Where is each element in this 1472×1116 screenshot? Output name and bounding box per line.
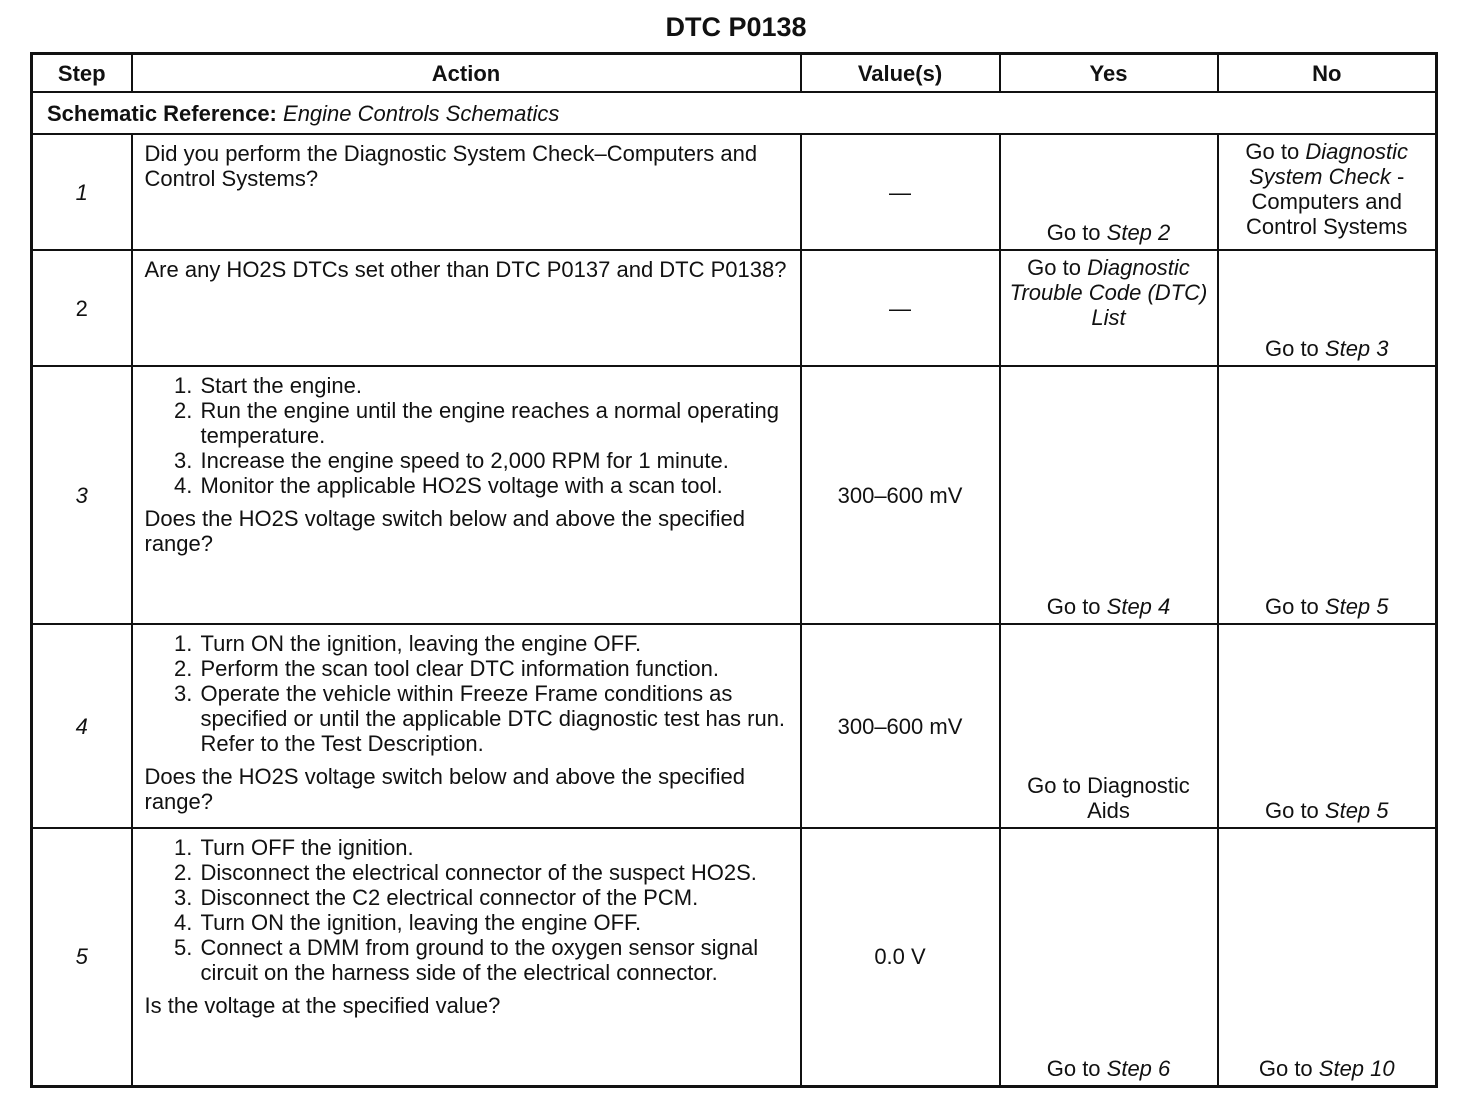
yes-cell[interactable] [1000,250,1218,366]
step-number: 5 [32,828,132,1086]
step-number: 1 [32,134,132,250]
procedure-step: 1. Turn ON the ignition, leaving the engine OFF. [199,631,788,656]
action-cell [132,828,801,1086]
value-cell: — [801,250,1000,366]
yes-link[interactable]: Step 2 [1106,220,1171,245]
no-prefix: Go to [1264,594,1325,619]
action-cell [132,250,801,366]
action-question: Does the HO2S voltage switch below and above the specified range? [144,764,745,814]
value-cell: 300–600 mV [801,624,1000,828]
procedure-step: 2. Run the engine until the engine reaches a normal operating temperature. [199,398,788,448]
table-row [32,366,1437,624]
yes-prefix: Go to [1046,594,1107,619]
procedure-step: 1. Turn OFF the ignition. [199,835,788,860]
schematic-row [32,92,1437,134]
procedure-list [145,835,788,985]
value-cell: 300–600 mV [801,366,1000,624]
no-link[interactable]: Step 3 [1324,336,1389,361]
procedure-step: 5. Connect a DMM from ground to the oxygen sensor signal circuit on the harness side of the electrical connector. [199,935,788,985]
yes-prefix: Go to [1046,1055,1107,1081]
diagnostic-table [30,52,1438,1088]
action-question: Is the voltage at the specified value? [144,993,501,1018]
no-prefix: Go to [1245,139,1306,164]
table-row [32,134,1437,250]
yes-prefix: Go to [1027,255,1088,280]
no-prefix: Go to [1264,798,1325,823]
no-suffix: - Computers and Control Systems [1246,164,1408,239]
page-title: DTC P0138 [665,12,807,42]
procedure-step: 3. Increase the engine speed to 2,000 RPM for 1 minute. [199,448,788,473]
action-cell [132,624,801,828]
procedure-step: 1. Start the engine. [199,373,788,398]
no-link[interactable]: Diagnostic System Check [1249,139,1409,189]
schematic-label: Schematic Reference: [47,100,277,126]
step-number: 4 [32,624,132,828]
header-no: No [1218,54,1437,93]
schematic-link[interactable]: Engine Controls Schematics [283,100,560,126]
procedure-step: 2. Disconnect the electrical connector of the suspect HO2S. [199,860,788,885]
procedure-step: 4. Monitor the applicable HO2S voltage with a scan tool. [199,473,788,498]
action-cell [132,366,801,624]
procedure-list [145,373,788,498]
yes-cell[interactable] [1000,134,1218,250]
header-step: Step [32,54,132,93]
yes-prefix: Go to Diagnostic Aids [1027,773,1190,823]
no-link[interactable]: Step 10 [1318,1055,1395,1081]
header-action: Action [132,54,801,93]
schematic-reference [32,92,1437,134]
yes-link[interactable]: Step 4 [1106,594,1171,619]
no-prefix: Go to [1258,1055,1319,1081]
value-cell: — [801,134,1000,250]
action-question: Did you perform the Diagnostic System Check–Computers and Control Systems? [144,141,758,191]
yes-link[interactable]: Step 6 [1106,1055,1171,1081]
no-link[interactable]: Step 5 [1324,798,1389,823]
header-row [32,54,1437,93]
yes-cell[interactable] [1000,828,1218,1086]
procedure-step: 2. Perform the scan tool clear DTC information function. [199,656,788,681]
value-cell: 0.0 V [801,828,1000,1086]
table-row [32,624,1437,828]
action-question: Are any HO2S DTCs set other than DTC P0137 and DTC P0138? [144,257,787,282]
no-cell[interactable] [1218,250,1437,366]
no-cell[interactable] [1218,624,1437,828]
action-cell [132,134,801,250]
no-cell[interactable] [1218,134,1437,250]
step-number: 3 [32,366,132,624]
no-link[interactable]: Step 5 [1324,594,1389,619]
procedure-step: 3. Operate the vehicle within Freeze Frame conditions as specified or until the applicable DTC diagnostic test has run. Refer to the Test Description. [199,681,788,756]
procedure-step: 4. Turn ON the ignition, leaving the engine OFF. [199,910,788,935]
procedure-step: 3. Disconnect the C2 electrical connector of the PCM. [199,885,788,910]
table-row [32,828,1437,1086]
step-number: 2 [32,250,132,366]
yes-cell[interactable] [1000,366,1218,624]
table-row [32,250,1437,366]
header-values: Value(s) [801,54,1000,93]
yes-prefix: Go to [1046,220,1107,245]
no-prefix: Go to [1264,336,1325,361]
yes-cell[interactable] [1000,624,1218,828]
no-cell[interactable] [1218,828,1437,1086]
action-question: Does the HO2S voltage switch below and above the specified range? [144,506,745,556]
yes-link[interactable]: Diagnostic Trouble Code (DTC) List [1009,255,1208,330]
no-cell[interactable] [1218,366,1437,624]
procedure-list [145,631,788,756]
header-yes: Yes [1000,54,1218,93]
